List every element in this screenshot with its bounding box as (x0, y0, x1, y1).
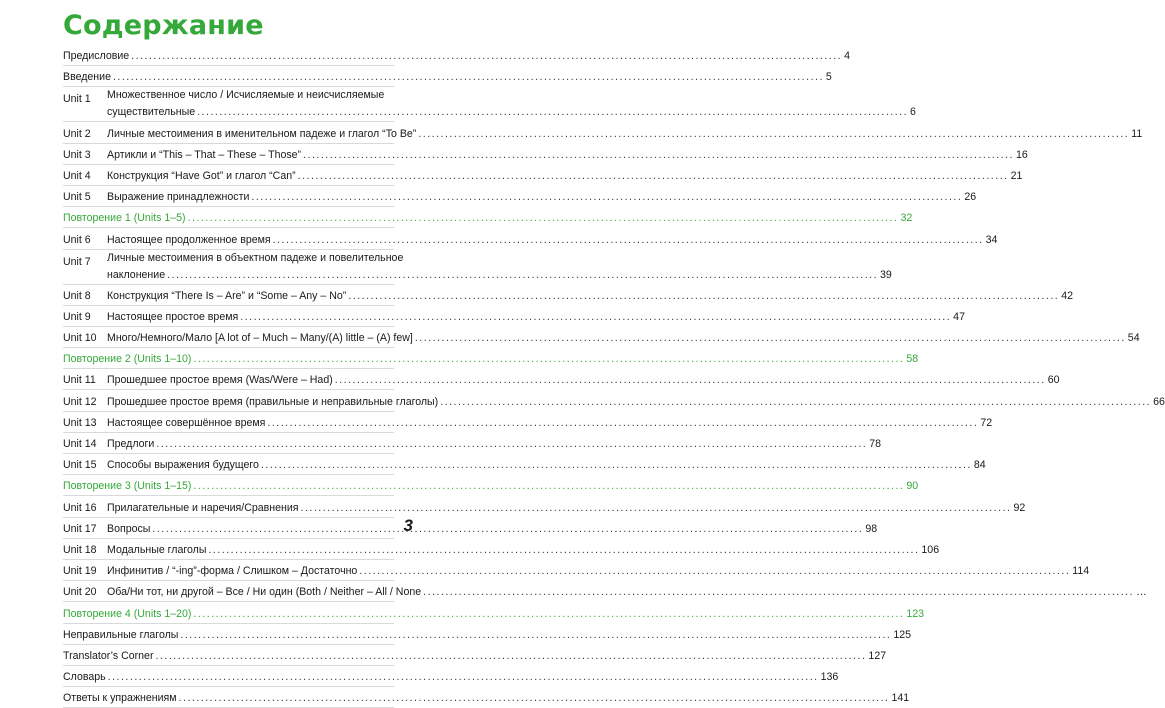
toc-leader-dots (156, 437, 867, 451)
toc-leader-dots (240, 310, 951, 324)
toc-page-number: 34 (985, 233, 998, 246)
toc-entry-title: Translator’s Corner (63, 649, 154, 662)
toc-review-row[interactable] (63, 475, 919, 496)
toc-unit-label: Unit 14 (63, 438, 97, 450)
toc-entry-title: Настоящее продолженное время (107, 233, 271, 246)
toc-leader-dots (152, 522, 863, 536)
toc-entry-title: Способы выражения будущего (107, 459, 259, 472)
toc-page-number: 58 (906, 353, 919, 366)
toc-leader-dots (418, 127, 1129, 141)
toc-leader-dots (440, 395, 1151, 409)
toc-page-number: 90 (906, 480, 919, 493)
toc-leader-dots (108, 670, 819, 684)
toc-leader-dots (301, 501, 1012, 515)
toc-row[interactable] (63, 581, 1147, 602)
toc-page-number: 141 (891, 692, 910, 705)
toc-unit-label: Unit 7 (63, 255, 91, 268)
page-number: 3 (403, 516, 413, 535)
toc-page-number: 47 (953, 310, 965, 323)
toc-unit-label: Unit 8 (63, 289, 91, 302)
toc-unit-label: Unit 17 (63, 522, 97, 535)
toc-unit-label: Unit 9 (63, 310, 91, 323)
toc-row[interactable] (63, 306, 965, 327)
toc-leader-dots (348, 289, 1059, 303)
toc-leader-dots (208, 543, 919, 557)
toc-page-number: 11 (1131, 127, 1143, 140)
toc-row[interactable] (63, 45, 851, 66)
toc-leader-dots (155, 649, 866, 663)
toc-leader-dots (335, 373, 1046, 387)
toc-page-number: 42 (1061, 289, 1074, 302)
toc-row[interactable] (63, 518, 878, 539)
toc-entry-title: Прилагательные и наречия/Сравнения (107, 501, 299, 514)
toc-page-number: 4 (844, 50, 851, 63)
toc-row[interactable] (63, 666, 839, 687)
toc-leader-dots (193, 352, 904, 366)
toc-leader-dots (197, 105, 908, 119)
toc-unit-label: Unit 19 (63, 565, 97, 578)
toc-entry-title: Личные местоимения в именительном падеже и глагол “To Be” (107, 127, 417, 140)
toc-page-number: 16 (1016, 148, 1028, 161)
toc-unit-label: Unit 15 (63, 459, 97, 472)
toc-leader-dots (415, 331, 1126, 345)
toc-page-number: 125 (893, 628, 912, 641)
toc-page-number: 136 (820, 671, 839, 684)
toc-row[interactable] (63, 327, 1140, 348)
table-of-contents (63, 45, 1165, 708)
toc-row[interactable] (63, 228, 998, 249)
toc-page-number: 66 (1153, 395, 1165, 408)
toc-entry-title: Прошедшее простое время (Was/Were – Had) (107, 374, 333, 387)
toc-entry-title-line1: Личные местоимения в объектном падеже и повелительное (107, 251, 404, 264)
toc-page-number: 92 (1013, 501, 1026, 514)
toc-row[interactable] (63, 87, 916, 122)
toc-entry-title: Словарь (63, 671, 106, 684)
toc-row[interactable] (63, 122, 1143, 143)
toc-leader-dots (251, 190, 962, 204)
toc-unit-label: Unit 11 (63, 374, 96, 387)
toc-entry-title: Неправильные глаголы (63, 628, 179, 641)
toc-unit-label: Unit 16 (63, 501, 97, 514)
toc-unit-label: Unit 2 (63, 127, 91, 140)
toc-leader-dots (267, 416, 978, 430)
page-title: Содержание (63, 10, 264, 41)
toc-leader-dots (193, 607, 904, 621)
toc-row[interactable] (63, 560, 1090, 581)
toc-row[interactable] (63, 454, 986, 475)
toc-unit-label: Unit 6 (63, 233, 91, 246)
toc-unit-label: Unit 10 (63, 332, 97, 345)
toc-page-number: 84 (973, 459, 986, 472)
toc-unit-label: Unit 20 (63, 586, 97, 599)
toc-entry-title: Прошедшее простое время (правильные и неправильные глаголы) (107, 395, 439, 408)
toc-entry-title: Конструкция “There Is – Are” и “Some – Any – No” (107, 289, 347, 302)
toc-entry-title: Модальные глаголы (107, 543, 207, 556)
toc-entry-title: Конструкция “Have Got” и глагол “Can” (107, 169, 296, 182)
toc-leader-dots (188, 211, 899, 225)
toc-review-row[interactable] (63, 348, 919, 369)
toc-page-number: 123 (906, 607, 925, 620)
toc-page-number: 21 (1010, 169, 1023, 182)
toc-row[interactable] (63, 645, 887, 666)
toc-page-number: 72 (980, 416, 993, 429)
toc-row[interactable] (63, 250, 892, 285)
toc-unit-label: Unit 18 (63, 543, 97, 556)
toc-unit-label: Unit 12 (63, 395, 97, 408)
toc-leader-dots (303, 148, 1014, 162)
toc-unit-label: Unit 13 (63, 416, 97, 429)
toc-page-number: 98 (865, 522, 878, 535)
toc-entry-title: Ответы к упражнениям (63, 692, 177, 705)
toc-entry-title: Вопросы (107, 522, 151, 535)
toc-entry-title: Много/Немного/Мало [A lot of – Much – Many/(A) little – (A) few] (107, 332, 413, 345)
toc-leader-dots (179, 691, 890, 705)
toc-row[interactable] (63, 624, 912, 645)
toc-entry-title: Настоящее простое время (107, 310, 239, 323)
toc-row[interactable] (63, 412, 993, 433)
toc-leader-dots (131, 49, 842, 63)
toc-page-number: 39 (880, 268, 892, 281)
toc-row[interactable] (63, 433, 882, 454)
toc-row[interactable] (63, 390, 1165, 411)
toc-entry-title: Повторение 3 (Units 1–15) (63, 480, 192, 493)
toc-entry-title: Оба/Ни тот, ни другой – Все / Ни один (Both / Neither – All / None (107, 586, 422, 599)
toc-row[interactable] (63, 285, 1074, 306)
toc-entry-title: Повторение 1 (Units 1–5) (63, 212, 186, 225)
toc-leader-dots (298, 169, 1009, 183)
toc-page-number: 78 (869, 438, 882, 450)
toc-entry-title: Введение (63, 71, 111, 84)
toc-entry-title: Выражение принадлежности (107, 191, 250, 204)
toc-page-number: 5 (825, 71, 832, 84)
toc-leader-dots (180, 628, 891, 642)
toc-page-number: 6 (910, 106, 916, 119)
toc-leader-dots (423, 585, 1134, 599)
toc-unit-label: Unit 4 (63, 169, 91, 182)
toc-entry-title: Настоящее совершённое время (107, 416, 266, 429)
toc-entry-title: наклонение (107, 268, 166, 281)
toc-entry-title: Предлоги (107, 438, 155, 450)
toc-row[interactable] (63, 144, 1028, 165)
toc-unit-label: Unit 3 (63, 148, 91, 161)
toc-leader-dots (113, 70, 824, 84)
toc-leader-dots (359, 564, 1070, 578)
toc-entry-title-line1: Множественное число / Исчисляемые и неисчисляемые (107, 89, 385, 102)
toc-unit-label: Unit 5 (63, 191, 91, 204)
toc-entry-title: Инфинитив / “-ing”-форма / Слишком – Достаточно (107, 565, 358, 578)
toc-review-row[interactable] (63, 602, 925, 623)
toc-page-number: 114 (1072, 565, 1090, 578)
toc-page-number: 54 (1127, 332, 1140, 345)
toc-row[interactable] (63, 496, 1026, 517)
toc-page-number: 32 (900, 212, 913, 225)
toc-entry-title: Предисловие (63, 50, 130, 63)
toc-row[interactable] (63, 369, 1060, 390)
toc-leader-dots (261, 458, 972, 472)
toc-entry-title: Повторение 2 (Units 1–10) (63, 353, 192, 366)
toc-entry-title: Повторение 4 (Units 1–20) (63, 607, 192, 620)
toc-row[interactable] (63, 687, 910, 708)
toc-page-number: 106 (921, 543, 940, 556)
toc-entry-title: существительные (107, 106, 196, 119)
toc-review-row[interactable] (63, 207, 913, 228)
toc-leader-dots (167, 268, 878, 282)
toc-row[interactable] (63, 186, 977, 207)
toc-entry-title: Артикли и “This – That – These – Those” (107, 148, 302, 161)
toc-page-number: … (1136, 586, 1147, 599)
toc-row[interactable] (63, 165, 1023, 186)
toc-leader-dots (193, 479, 904, 493)
toc-page-number: 60 (1047, 374, 1060, 387)
toc-row[interactable] (63, 539, 940, 560)
toc-page-number: 26 (964, 191, 977, 204)
toc-row[interactable] (63, 66, 832, 87)
toc-page-number: 127 (868, 649, 887, 662)
toc-leader-dots (273, 233, 984, 247)
toc-unit-label: Unit 1 (63, 93, 91, 106)
